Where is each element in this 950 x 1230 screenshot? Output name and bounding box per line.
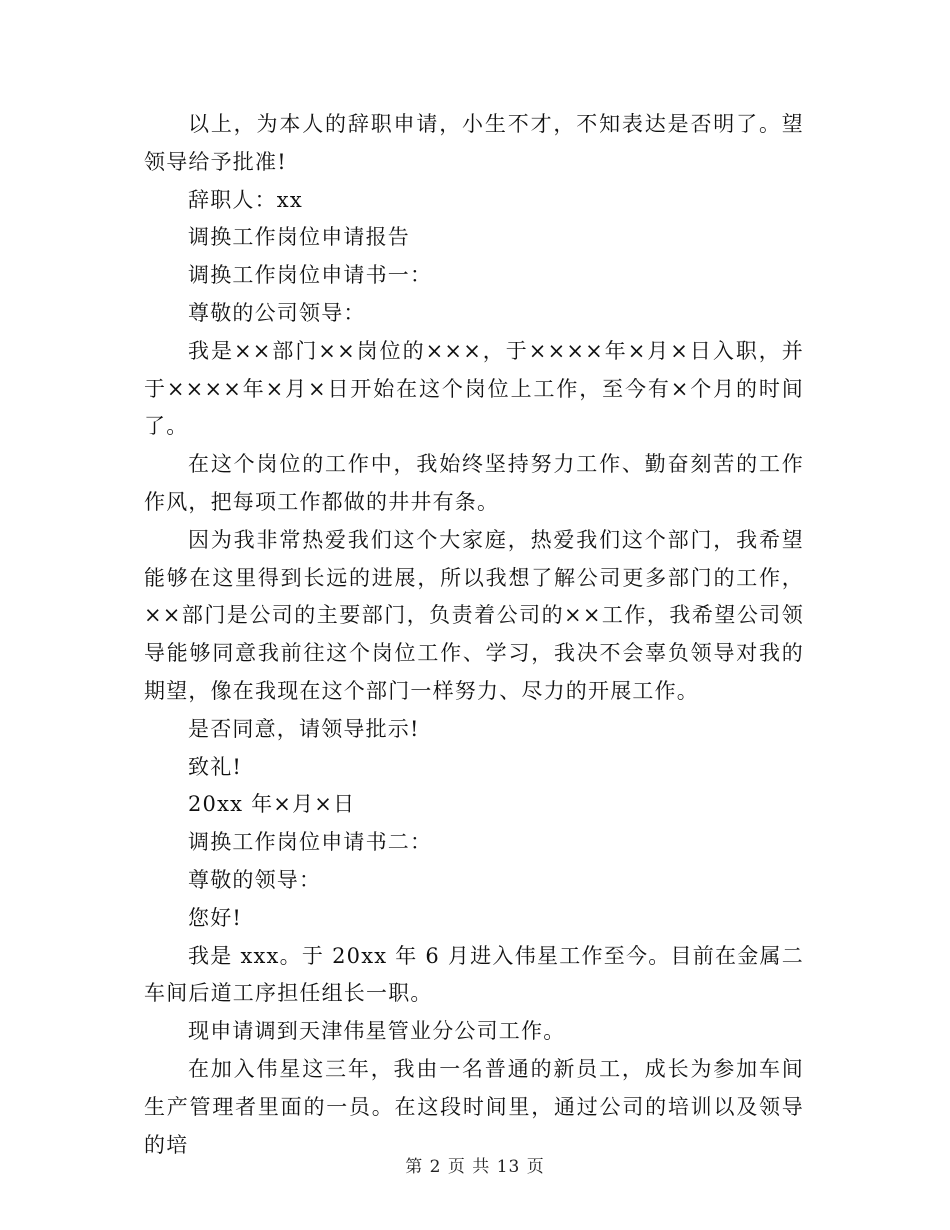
paragraph-greeting: 您好! <box>188 905 243 930</box>
paragraph-letter-two-heading: 调换工作岗位申请书二： <box>188 830 433 855</box>
paragraph-regards: 致礼! <box>188 754 243 779</box>
paragraph-report-title: 调换工作岗位申请报告 <box>188 225 410 250</box>
paragraph-work-attitude: 在这个岗位的工作中，我始终坚持努力工作、勤奋刻苦的工作作风，把每项工作都做的井井有条。 <box>144 452 804 514</box>
paragraph-transfer-request: 现申请调到天津伟星管业分公司工作。 <box>188 1019 566 1044</box>
paragraph-career-growth: 在加入伟星这三年，我由一名普通的新员工，成长为参加车间生产管理者里面的一员。在这段时间里，通过公司的培训以及领导的培 <box>144 1056 804 1157</box>
paragraph-introduction-two: 我是 xxx。于 20xx 年 6 月进入伟星工作至今。目前在金属二车间后道工序担任组长一职。 <box>144 943 804 1006</box>
paragraph-request-approval: 是否同意，请领导批示! <box>188 716 420 741</box>
paragraph-resignation-closing: 以上，为本人的辞职申请，小生不才，不知表达是否明了。望领导给予批准! <box>144 112 804 174</box>
paragraph-resigner-signature: 辞职人：xx <box>188 187 303 212</box>
document-body <box>144 106 804 1164</box>
paragraph-letter-one-heading: 调换工作岗位申请书一： <box>188 263 433 288</box>
paragraph-introduction-one: 我是××部门××岗位的×××，于××××年×月×日入职，并于××××年×月×日开始在这个岗位上工作，至今有×个月的时间了。 <box>144 338 804 439</box>
paragraph-salutation-two: 尊敬的领导： <box>188 867 322 892</box>
paragraph-date: 20xx 年×月×日 <box>188 792 356 817</box>
paragraph-transfer-reason: 因为我非常热爱我们这个大家庭，热爱我们这个部门，我希望能够在这里得到长远的进展，所以我想了解公司更多部门的工作，××部门是公司的主要部门，负责着公司的××工作，我希望公司领导能够同意我前往这个岗位工作、学习，我决不会辜负领导对我的期望，像在我现在这个部门一样努力、尽力的开展工作。 <box>144 527 804 703</box>
paragraph-salutation-one: 尊敬的公司领导： <box>188 300 366 325</box>
page-number-footer: 第 2 页 共 13 页 <box>405 1157 545 1177</box>
